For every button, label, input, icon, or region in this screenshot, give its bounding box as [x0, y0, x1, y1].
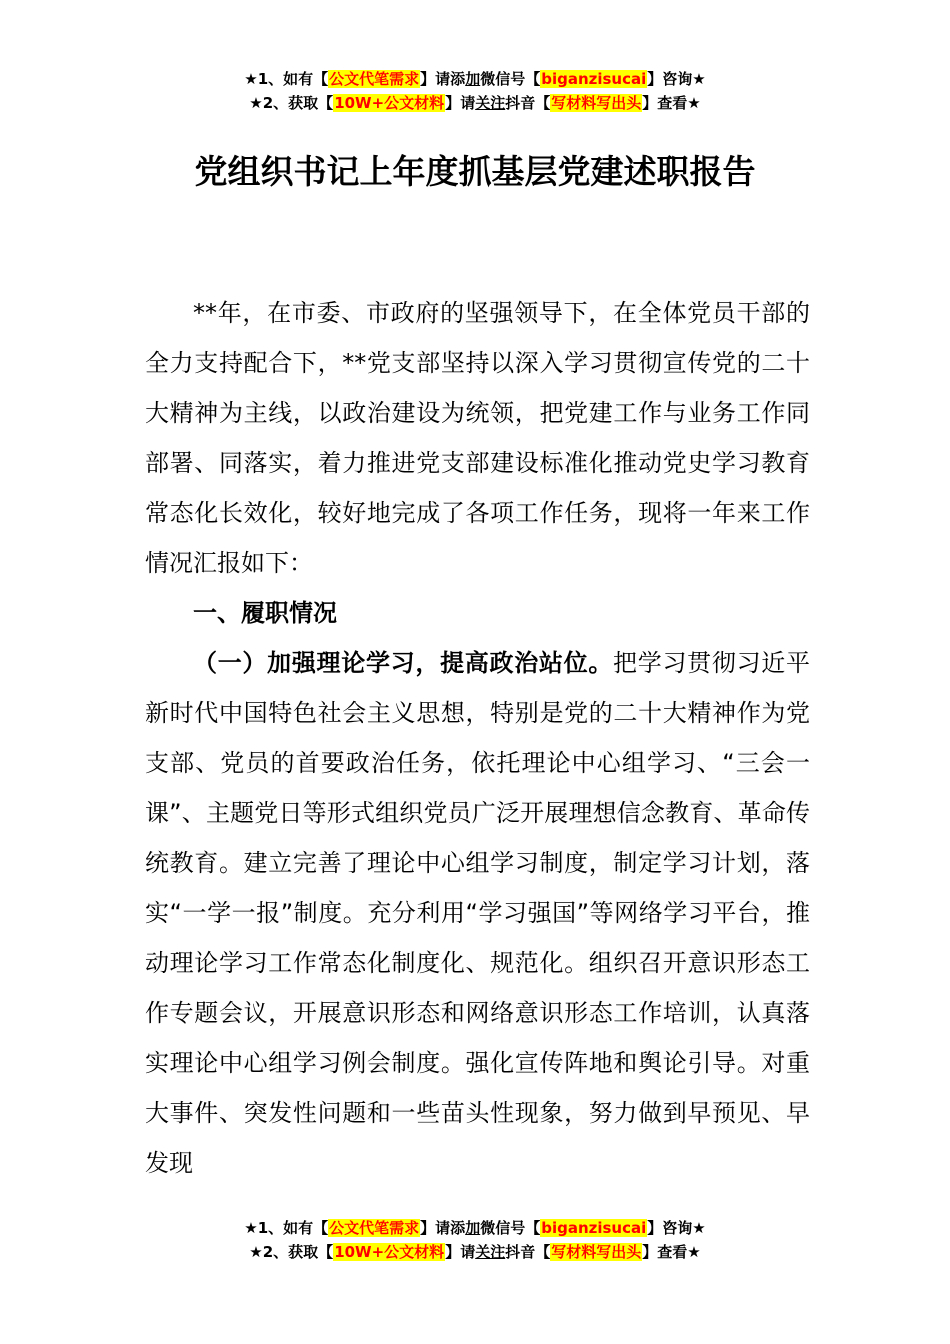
- banner-text: 】咨询★: [647, 70, 706, 88]
- banner-highlight: 10W+公文材料: [334, 1243, 445, 1261]
- subsection-paragraph: [145, 638, 810, 1188]
- banner-highlight: biganzisucai: [541, 70, 647, 88]
- banner-highlight: 公文代笔需求: [329, 70, 420, 88]
- banner-text: ★2、获取【: [249, 94, 334, 112]
- banner-text: ★1、如有【: [244, 1219, 329, 1237]
- banner-underline: 加: [465, 1219, 481, 1237]
- banner-underline: 加: [465, 70, 481, 88]
- banner-text: 】查看★: [642, 1243, 701, 1261]
- subsection-text: 把学习贯彻习近平新时代中国特色社会主义思想，特别是党的二十大精神作为党支部、党员的首要政治任务，依托理论中心组学习、“三会一课”、主题党日等形式组织党员广泛开展理想信念教育、革命传统教育。建立完善了理论中心组学习制度，制定学习计划，落实“一学一报”制度。充分利用“学习强国”等网络学习平台，推动理论学习工作常态化制度化、规范化。组织召开意识形态工作专题会议，开展意识形态和网络意识形态工作培训，认真落实理论中心组学习例会制度。强化宣传阵地和舆论引导。对重大事件、突发性问题和一些苗头性现象，努力做到早预见、早发现: [145, 649, 811, 1177]
- banner-text: 微信号【: [480, 70, 541, 88]
- banner-highlight: 写材料写出头: [551, 94, 642, 112]
- banner-text: 抖音【: [505, 1243, 551, 1261]
- banner-text: ★2、获取【: [249, 1243, 334, 1261]
- banner-text: 】请: [445, 94, 476, 112]
- banner-text: 】请添: [420, 1219, 466, 1237]
- banner-text: 】查看★: [642, 94, 701, 112]
- footer-banner: [0, 1216, 950, 1264]
- banner-underline: 关注: [475, 94, 506, 112]
- banner-highlight: 公文代笔需求: [329, 1219, 420, 1237]
- banner-line-2: [0, 91, 950, 115]
- banner-text: ★1、如有【: [244, 70, 329, 88]
- banner-underline: 关注: [475, 1243, 506, 1261]
- banner-highlight: 10W+公文材料: [334, 94, 445, 112]
- section-heading: 一、履职情况: [193, 599, 337, 627]
- document-title: 党组织书记上年度抓基层党建述职报告: [194, 152, 756, 191]
- banner-line-1: [0, 67, 950, 91]
- banner-line-1: [0, 1216, 950, 1240]
- document-body: [145, 288, 810, 1188]
- banner-text: 微信号【: [480, 1219, 541, 1237]
- banner-highlight: biganzisucai: [541, 1219, 647, 1237]
- banner-text: 】请添: [420, 70, 466, 88]
- banner-highlight: 写材料写出头: [551, 1243, 642, 1261]
- intro-paragraph: **年，在市委、市政府的坚强领导下，在全体党员干部的全力支持配合下，**党支部坚持以深入学习贯彻宣传党的二十大精神为主线，以政治建设为统领，把党建工作与业务工作同部署、同落实，着力推进党支部建设标准化推动党史学习教育常态化长效化，较好地完成了各项工作任务，现将一年来工作情况汇报如下：: [145, 299, 810, 577]
- subsection-lead: （一）加强理论学习，提高政治站位。: [193, 649, 614, 677]
- banner-text: 】请: [445, 1243, 476, 1261]
- banner-text: 】咨询★: [647, 1219, 706, 1237]
- banner-line-2: [0, 1240, 950, 1264]
- header-banner: [0, 67, 950, 115]
- banner-text: 抖音【: [505, 94, 551, 112]
